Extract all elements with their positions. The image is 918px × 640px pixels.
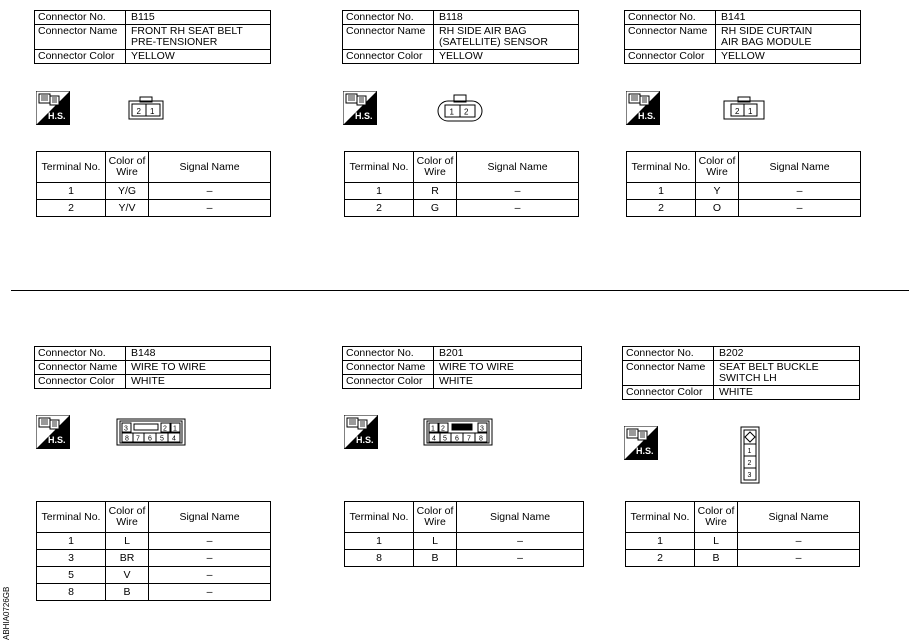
connector-no-value: B201 — [434, 347, 582, 361]
header-signal-name: Signal Name — [457, 152, 579, 183]
pin-label: 2 — [163, 425, 167, 433]
label-connector-name: Connector Name — [35, 25, 126, 50]
pin-label: 2 — [747, 460, 752, 467]
header-signal-name: Signal Name — [149, 152, 271, 183]
pin-label: 1 — [449, 107, 454, 117]
section-divider — [11, 290, 909, 291]
header-color-of-wire: Color of Wire — [696, 152, 739, 183]
hs-label: H.S. — [355, 111, 373, 121]
connector-face-diagram — [740, 426, 760, 489]
label-connector-no: Connector No. — [343, 11, 434, 25]
hs-label: H.S. — [356, 435, 374, 445]
header-color-of-wire: Color of Wire — [414, 502, 457, 533]
terminal-table-b201 — [344, 501, 584, 567]
connector-name-line2: (SATELLITE) SENSOR — [439, 36, 548, 48]
header-color-of-wire: Color of Wire — [106, 502, 149, 533]
terminal-table-b118 — [344, 151, 579, 217]
label-connector-color: Connector Color — [35, 375, 126, 389]
header-color-of-wire: Color of Wire — [414, 152, 457, 183]
connector-color-value: YELLOW — [716, 50, 861, 64]
pin-label: 7 — [136, 435, 140, 443]
connector-name-value — [126, 25, 271, 50]
connector-color-value: WHITE — [126, 375, 271, 389]
connector-face-diagram — [116, 418, 186, 451]
header-terminal-no: Terminal No. — [37, 152, 106, 183]
connector-name-value — [716, 25, 861, 50]
terminal-table-b148 — [36, 501, 271, 601]
pin-label: 1 — [150, 107, 155, 116]
header-terminal-no: Terminal No. — [627, 152, 696, 183]
label-connector-no: Connector No. — [35, 11, 126, 25]
label-connector-color: Connector Color — [343, 50, 434, 64]
connector-info-table — [342, 10, 579, 64]
header-terminal-no: Terminal No. — [37, 502, 106, 533]
connector-name-value — [714, 361, 860, 386]
table-row: 1 Y/G – — [37, 183, 271, 200]
pin-label: 2 — [464, 107, 469, 117]
header-signal-name: Signal Name — [739, 152, 861, 183]
connector-name-line1: SEAT BELT BUCKLE — [719, 361, 819, 373]
label-connector-name: Connector Name — [35, 361, 126, 375]
table-row: 3 BR – — [37, 550, 271, 567]
connector-name-line2: SWITCH LH — [719, 372, 777, 384]
connector-name-line1: FRONT RH SEAT BELT — [131, 25, 243, 37]
pin-label: 4 — [172, 435, 176, 443]
connector-info-table — [624, 10, 861, 64]
connector-block-b141 — [624, 10, 861, 64]
pin-label: 1 — [173, 425, 177, 433]
pin-label: 3 — [480, 425, 484, 433]
pin-label: 7 — [467, 435, 471, 443]
header-terminal-no: Terminal No. — [345, 502, 414, 533]
pin-label: 6 — [148, 435, 152, 443]
connector-block-b148 — [34, 346, 271, 389]
connector-info-table — [34, 10, 271, 64]
pin-label: 3 — [124, 425, 128, 433]
connector-face-diagram — [128, 96, 164, 127]
figure-code: ABHIA0726GB — [2, 586, 11, 640]
harness-side-icon — [36, 415, 70, 449]
hs-label: H.S. — [48, 111, 66, 121]
connector-color-value: WHITE — [434, 375, 582, 389]
pin-label: 2 — [441, 425, 445, 433]
connector-name-line1: RH SIDE AIR BAG — [439, 25, 527, 37]
terminal-table-b202 — [625, 501, 860, 567]
pin-label: 5 — [443, 435, 447, 443]
connector-block-b202 — [622, 346, 860, 400]
header-signal-name: Signal Name — [738, 502, 860, 533]
harness-side-icon — [343, 91, 377, 125]
label-connector-color: Connector Color — [625, 50, 716, 64]
connector-face-diagram — [423, 418, 493, 451]
connector-name-value: WIRE TO WIRE — [126, 361, 271, 375]
connector-color-value: YELLOW — [126, 50, 271, 64]
label-connector-color: Connector Color — [35, 50, 126, 64]
hs-label: H.S. — [638, 111, 656, 121]
hs-label: H.S. — [636, 446, 654, 456]
table-row: 1 Y – — [627, 183, 861, 200]
terminal-table-b115 — [36, 151, 271, 217]
connector-no-value: B118 — [434, 11, 579, 25]
connector-info-table — [342, 346, 582, 389]
label-connector-color: Connector Color — [343, 375, 434, 389]
connector-info-table — [34, 346, 271, 389]
connector-name-line2: AIR BAG MODULE — [721, 36, 812, 48]
connector-face-diagram — [723, 96, 765, 127]
pin-label: 2 — [735, 107, 740, 116]
pin-label: 4 — [432, 435, 436, 443]
label-connector-name: Connector Name — [343, 361, 434, 375]
table-row: 1 L – — [626, 533, 860, 550]
label-connector-no: Connector No. — [343, 347, 434, 361]
pin-label: 8 — [125, 435, 129, 443]
harness-side-icon — [344, 415, 378, 449]
pin-label: 3 — [747, 472, 752, 479]
connector-no-value: B202 — [714, 347, 860, 361]
label-connector-name: Connector Name — [343, 25, 434, 50]
harness-side-icon — [626, 91, 660, 125]
terminal-table-b141 — [626, 151, 861, 217]
table-row: 1 L – — [345, 533, 584, 550]
connector-block-b118 — [342, 10, 579, 64]
header-signal-name: Signal Name — [457, 502, 584, 533]
pin-label: 5 — [160, 435, 164, 443]
table-row: 2 O – — [627, 200, 861, 217]
table-row: 1 R – — [345, 183, 579, 200]
pin-label: 1 — [748, 107, 753, 116]
header-terminal-no: Terminal No. — [626, 502, 695, 533]
connector-no-value: B148 — [126, 347, 271, 361]
connector-name-value — [434, 25, 579, 50]
pin-label: 2 — [136, 107, 141, 116]
harness-side-icon — [624, 426, 658, 460]
table-row: 8 B – — [345, 550, 584, 567]
harness-side-icon — [36, 91, 70, 125]
connector-no-value: B115 — [126, 11, 271, 25]
hs-label: H.S. — [48, 435, 66, 445]
connector-color-value: YELLOW — [434, 50, 579, 64]
pin-label: 1 — [431, 425, 435, 433]
connector-name-value: WIRE TO WIRE — [434, 361, 582, 375]
connector-info-table — [622, 346, 860, 400]
table-row: 1 L – — [37, 533, 271, 550]
header-terminal-no: Terminal No. — [345, 152, 414, 183]
label-connector-color: Connector Color — [623, 386, 714, 400]
pin-label: 8 — [479, 435, 483, 443]
label-connector-no: Connector No. — [625, 11, 716, 25]
table-row: 2 G – — [345, 200, 579, 217]
connector-face-diagram — [437, 94, 483, 129]
pin-label: 1 — [747, 448, 752, 455]
connector-name-line2: PRE-TENSIONER — [131, 36, 218, 48]
label-connector-name: Connector Name — [625, 25, 716, 50]
pin-label: 6 — [455, 435, 459, 443]
label-connector-no: Connector No. — [35, 347, 126, 361]
table-row: 2 B – — [626, 550, 860, 567]
connector-name-line1: RH SIDE CURTAIN — [721, 25, 813, 37]
label-connector-name: Connector Name — [623, 361, 714, 386]
table-row: 2 Y/V – — [37, 200, 271, 217]
connector-block-b115 — [34, 10, 271, 64]
header-signal-name: Signal Name — [149, 502, 271, 533]
header-color-of-wire: Color of Wire — [695, 502, 738, 533]
connector-block-b201 — [342, 346, 582, 389]
table-row: 5 V – — [37, 567, 271, 584]
connector-color-value: WHITE — [714, 386, 860, 400]
label-connector-no: Connector No. — [623, 347, 714, 361]
table-row: 8 B – — [37, 584, 271, 601]
connector-no-value: B141 — [716, 11, 861, 25]
header-color-of-wire: Color of Wire — [106, 152, 149, 183]
